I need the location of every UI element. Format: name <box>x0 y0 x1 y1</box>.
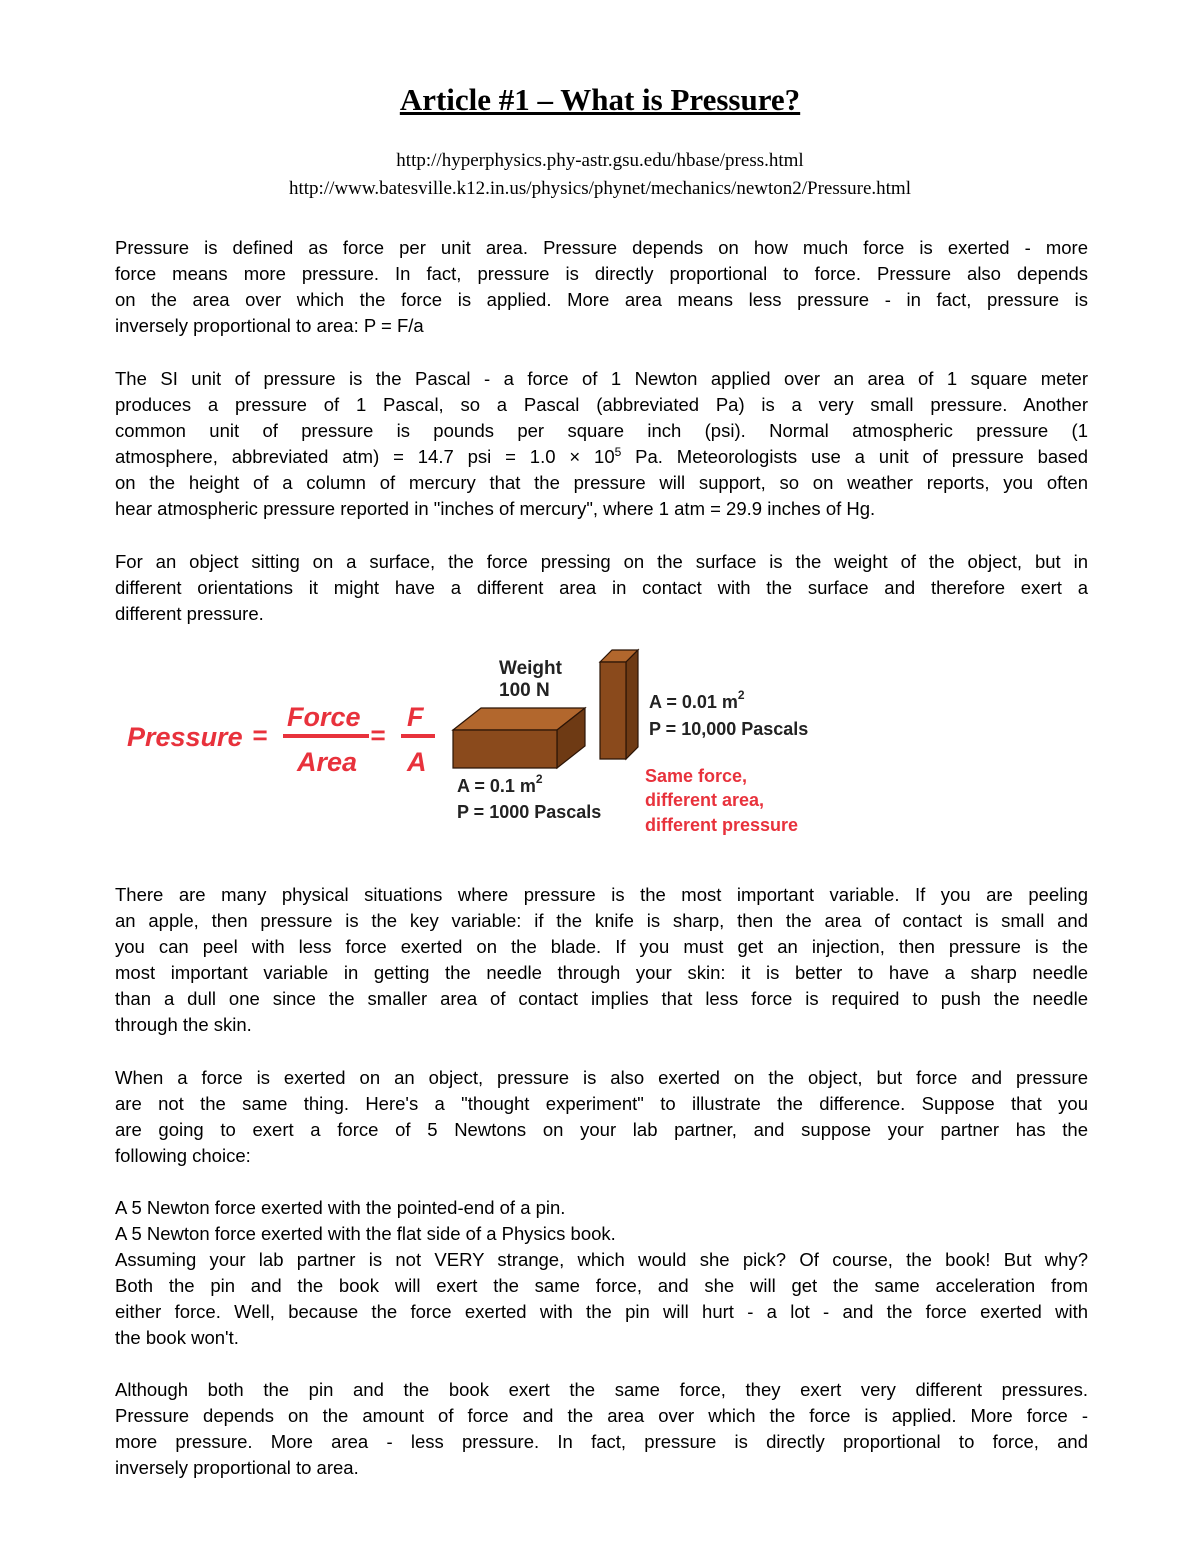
formula-force-label: Force <box>287 702 361 732</box>
caption-line-2: different area, <box>645 790 765 810</box>
formula-area-label: Area <box>297 747 358 777</box>
paragraph-thought-experiment <box>115 1065 1088 1169</box>
caption-line-1: Same force, <box>645 766 748 786</box>
text-line: following choice: <box>115 1145 251 1166</box>
upright-pressure-label: P = 10,000 Pascals <box>649 719 809 739</box>
caption-line-3: different pressure <box>645 815 799 835</box>
text-line: on the area over which the force is applied. More area means less pressure - in fact, pressure is <box>115 289 1088 310</box>
text-line: are going to exert a force of 5 Newtons on your lab partner, and suppose your partner has the <box>115 1119 1088 1140</box>
paragraph-si-unit <box>115 366 1088 522</box>
text-line: force means more pressure. In fact, pressure is directly proportional to force. Pressure also depends <box>115 263 1088 284</box>
flat-area-label: A = 0.1 $m^2$ <box>457 772 543 796</box>
text-line: A 5 Newton force exerted with the pointed-end of a pin. <box>115 1197 566 1218</box>
text-segment: Pa. Meteorologists use a unit of pressure based <box>621 446 1088 467</box>
text-line: most important variable in getting the needle through your skin: it is better to have a sharp needle <box>115 962 1088 983</box>
text-line: are not the same thing. Here's a "thought experiment" to illustrate the difference. Suppose that you <box>115 1093 1088 1114</box>
text-line: through the skin. <box>115 1014 252 1035</box>
paragraph-definition <box>115 235 1088 339</box>
text-line: Pressure is defined as force per unit area. Pressure depends on how much force is exerted - more <box>115 237 1088 258</box>
text-line: an apple, then pressure is the key variable: if the knife is sharp, then the area of contact is small and <box>115 910 1088 931</box>
formula-fraction-bar <box>283 734 369 738</box>
text-line: the book won't. <box>115 1327 239 1348</box>
text-line: inversely proportional to area. <box>115 1457 359 1478</box>
text-line: Both the pin and the book will exert the same force, and she will get the same acceleration from <box>115 1275 1088 1296</box>
text-line: on the height of a column of mercury that the pressure will support, so on weather reports, you often <box>115 472 1088 493</box>
page-title: Article #1 – What is Pressure? <box>399 82 801 117</box>
weight-label: Weight <box>499 658 562 679</box>
weight-value: 100 N <box>499 680 550 701</box>
text-line: When a force is exerted on an object, pressure is also exerted on the object, but force and pressure <box>115 1067 1088 1088</box>
text-line: There are many physical situations where pressure is the most important variable. If you are peeling <box>115 884 1088 905</box>
text-line: Pressure depends on the amount of force and the area over which the force is applied. More force - <box>115 1405 1088 1426</box>
exponent: 5 <box>614 444 622 459</box>
flat-block-icon <box>453 708 585 768</box>
upright-block-icon <box>600 650 638 759</box>
text-line: either force. Well, because the force exerted with the pin will hurt - a lot - and the force exerted with <box>115 1301 1088 1322</box>
text-line: For an object sitting on a surface, the force pressing on the surface is the weight of the object, but in <box>115 551 1088 572</box>
text-line: Although both the pin and the book exert the same force, they exert very different pressures. <box>115 1379 1088 1400</box>
paragraph-pin-book <box>115 1195 1088 1351</box>
formula-equals: = <box>370 720 386 750</box>
text-line: different pressure. <box>115 603 264 624</box>
text-line: inversely proportional to area: P = F/a <box>115 315 424 336</box>
flat-pressure-label: P = 1000 Pascals <box>457 802 602 822</box>
text-line: hear atmospheric pressure reported in "inches of mercury", where 1 atm = 29.9 inches of Hg. <box>115 498 876 519</box>
text-line: more pressure. More area - less pressure. In fact, pressure is directly proportional to force, and <box>115 1431 1088 1452</box>
paragraph-conclusion <box>115 1377 1088 1481</box>
text-line: you can peel with less force exerted on the blade. If you must get an injection, then pressure is the <box>115 936 1088 957</box>
source-url-2[interactable]: http://www.batesville.k12.in.us/physics/phynet/mechanics/newton2/Pressure.html <box>289 178 911 199</box>
text-line: produces a pressure of 1 Pascal, so a Pascal (abbreviated Pa) is a very small pressure. Another <box>115 394 1088 415</box>
formula-fraction-bar <box>401 734 435 738</box>
text-line: common unit of pressure is pounds per square inch (psi). Normal atmospheric pressure (1 <box>115 420 1088 441</box>
paragraph-surface <box>115 549 1088 627</box>
text-line: different orientations it might have a different area in contact with the surface and therefore exert a <box>115 577 1088 598</box>
formula-equals: = <box>252 720 268 750</box>
formula-pressure-label: Pressure <box>127 722 243 752</box>
text-line: than a dull one since the smaller area of contact implies that less force is required to push the needle <box>115 988 1088 1009</box>
source-url-1[interactable]: http://hyperphysics.phy-astr.gsu.edu/hbase/press.html <box>396 150 804 171</box>
formula-a-label: A <box>407 747 427 777</box>
text-line: Assuming your lab partner is not VERY strange, which would she pick? Of course, the book! But why? <box>115 1249 1088 1270</box>
paragraph-situations <box>115 882 1088 1038</box>
formula-f-label: F <box>407 702 424 732</box>
text-line: The SI unit of pressure is the Pascal - a force of 1 Newton applied over an area of 1 square meter <box>115 368 1088 389</box>
text-line <box>115 444 1088 470</box>
upright-area-label: A = 0.01 $m^2$ <box>649 688 745 712</box>
pressure-figure <box>115 640 855 850</box>
text-line: A 5 Newton force exerted with the flat side of a Physics book. <box>115 1223 616 1244</box>
text-segment: atmosphere, abbreviated atm) = 14.7 psi = 1.0 × 10 <box>115 446 615 467</box>
